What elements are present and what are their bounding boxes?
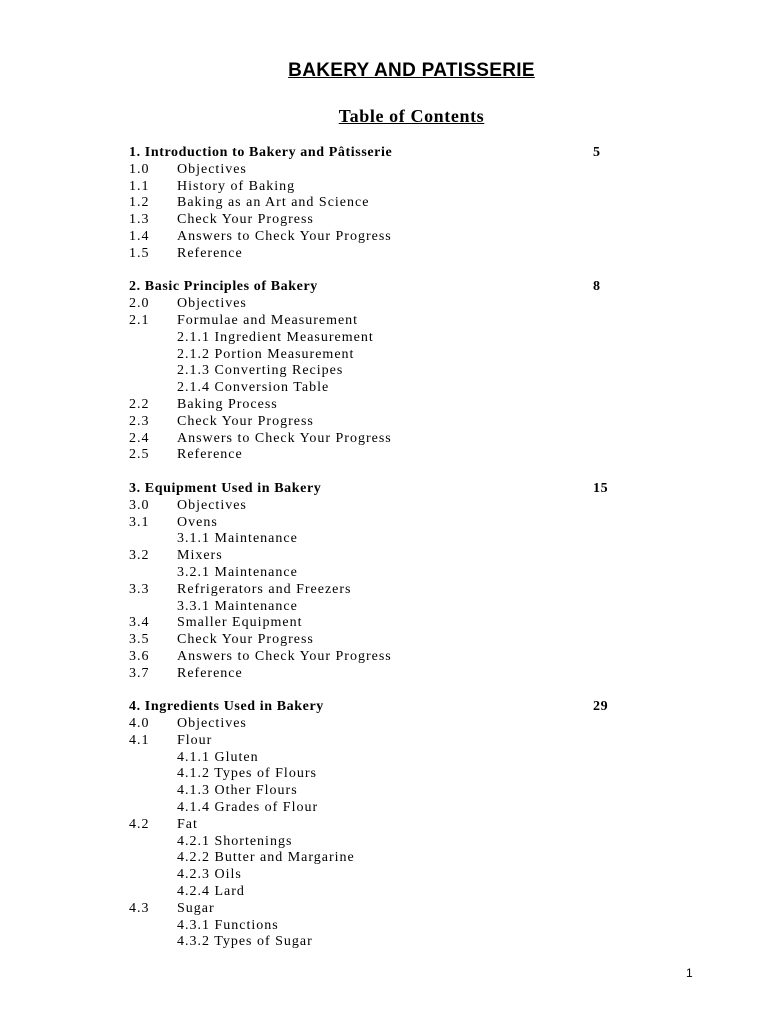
toc-entry <box>129 716 649 733</box>
chapter-page-number: 15 <box>593 480 609 496</box>
toc-entry-label: Ovens <box>177 514 218 530</box>
toc-subentry-label: 4.2.2 Butter and Margarine <box>177 850 355 866</box>
toc-entry <box>129 599 649 616</box>
toc-entry <box>129 850 649 867</box>
toc-chapter <box>129 279 649 464</box>
toc-entry <box>129 901 649 918</box>
toc-subentry-label: 4.2.1 Shortenings <box>177 833 293 849</box>
toc-entry-number: 2.2 <box>129 396 150 412</box>
toc-chapter <box>129 699 649 951</box>
toc-entry <box>129 766 649 783</box>
toc-subentry-label: 4.2.3 Oils <box>177 867 242 883</box>
toc-subentry-label: 2.1.4 Conversion Table <box>177 380 330 396</box>
toc-entry-number: 1.0 <box>129 161 150 177</box>
toc-entry-label: Answers to Check Your Progress <box>177 648 392 664</box>
toc-subentry-label: 4.2.4 Lard <box>177 884 245 900</box>
toc-subentry-label: 3.3.1 Maintenance <box>177 598 298 614</box>
toc-entry <box>129 212 649 229</box>
toc-entry-number: 4.0 <box>129 716 150 732</box>
toc-entry-number: 1.3 <box>129 212 150 228</box>
toc-entry-label: Refrigerators and Freezers <box>177 581 352 597</box>
toc-entry <box>129 884 649 901</box>
toc-entry <box>129 179 649 196</box>
toc-entry <box>129 733 649 750</box>
chapter-title: 2. Basic Principles of Bakery <box>129 279 318 295</box>
toc-entry <box>129 918 649 935</box>
toc-entry-label: Reference <box>177 665 243 681</box>
chapter-title: 4. Ingredients Used in Bakery <box>129 699 324 715</box>
toc-entry-label: Answers to Check Your Progress <box>177 228 392 244</box>
toc-entry-label: Answers to Check Your Progress <box>177 430 392 446</box>
toc-entry-number: 2.4 <box>129 430 150 446</box>
toc-entry <box>129 313 649 330</box>
toc-entry <box>129 431 649 448</box>
toc-entry-label: Baking Process <box>177 396 278 412</box>
toc-entry-number: 1.2 <box>129 195 150 211</box>
toc-chapter-heading <box>129 699 649 716</box>
toc-subentry-label: 4.1.4 Grades of Flour <box>177 800 319 816</box>
toc-entry <box>129 246 649 263</box>
toc-entry <box>129 649 649 666</box>
toc-entry <box>129 548 649 565</box>
toc-entry-label: Formulae and Measurement <box>177 312 359 328</box>
toc-entry <box>129 867 649 884</box>
toc-entry-label: Baking as an Art and Science <box>177 195 370 211</box>
toc-chapter-heading <box>129 145 649 162</box>
toc-entry-number: 2.1 <box>129 312 150 328</box>
toc-entry <box>129 347 649 364</box>
toc-subentry-label: 2.1.2 Portion Measurement <box>177 346 355 362</box>
toc-entry-number: 1.1 <box>129 178 150 194</box>
toc-entry <box>129 195 649 212</box>
toc-entry <box>129 414 649 431</box>
page-number: 1 <box>686 966 693 980</box>
toc-entry-label: Reference <box>177 245 243 261</box>
chapter-page-number: 29 <box>593 699 609 715</box>
toc-entry-number: 1.5 <box>129 245 150 261</box>
toc-entry <box>129 229 649 246</box>
toc-entry-number: 3.1 <box>129 514 150 530</box>
toc-entry <box>129 817 649 834</box>
toc-entry-label: Check Your Progress <box>177 632 314 648</box>
toc-entry-label: Objectives <box>177 716 247 732</box>
toc-entry-label: Objectives <box>177 497 247 513</box>
toc-entry <box>129 363 649 380</box>
toc-entry-label: Check Your Progress <box>177 212 314 228</box>
toc-entry <box>129 498 649 515</box>
toc-entry-number: 2.5 <box>129 447 150 463</box>
toc-entry-label: History of Baking <box>177 178 296 194</box>
toc-entry-number: 4.3 <box>129 900 150 916</box>
toc-subentry-label: 3.1.1 Maintenance <box>177 531 298 547</box>
toc-title: Table of Contents <box>338 106 485 126</box>
toc-subentry-label: 4.3.1 Functions <box>177 917 279 933</box>
toc-entry <box>129 800 649 817</box>
toc-entry <box>129 380 649 397</box>
toc-subentry-label: 4.3.2 Types of Sugar <box>177 934 313 950</box>
document-title: BAKERY AND PATISSERIE <box>288 60 535 81</box>
toc-entry <box>129 565 649 582</box>
toc-subentry-label: 4.1.2 Types of Flours <box>177 766 317 782</box>
toc-entry-number: 4.2 <box>129 816 150 832</box>
toc-entry <box>129 750 649 767</box>
toc-subentry-label: 3.2.1 Maintenance <box>177 564 298 580</box>
toc-entry-number: 3.6 <box>129 648 150 664</box>
toc-entry-label: Objectives <box>177 161 247 177</box>
chapter-page-number: 5 <box>593 145 601 160</box>
toc-entry-label: Mixers <box>177 548 223 564</box>
toc-entry <box>129 162 649 179</box>
toc-entry-number: 2.3 <box>129 413 150 429</box>
toc-entry <box>129 296 649 313</box>
chapter-title: 3. Equipment Used in Bakery <box>129 480 322 496</box>
toc-entry <box>129 615 649 632</box>
toc-entry <box>129 834 649 851</box>
chapter-title: 1. Introduction to Bakery and Pâtisserie <box>129 145 393 160</box>
toc-entry <box>129 330 649 347</box>
toc-entry <box>129 582 649 599</box>
toc-subentry-label: 2.1.3 Converting Recipes <box>177 363 344 379</box>
toc-entry <box>129 515 649 532</box>
toc-subentry-label: 2.1.1 Ingredient Measurement <box>177 329 374 345</box>
toc-subentry-label: 4.1.1 Gluten <box>177 749 259 765</box>
toc-entry-number: 3.4 <box>129 615 150 631</box>
toc-chapter <box>129 145 649 263</box>
toc-entry-number: 3.5 <box>129 632 150 648</box>
toc-entry-number: 1.4 <box>129 228 150 244</box>
toc-entry-label: Objectives <box>177 296 247 312</box>
toc-entry-label: Reference <box>177 447 243 463</box>
toc-entry <box>129 397 649 414</box>
toc-entry-label: Flour <box>177 732 213 748</box>
toc-chapter-heading <box>129 279 649 296</box>
toc-entry-label: Check Your Progress <box>177 413 314 429</box>
toc-entry-number: 4.1 <box>129 732 150 748</box>
toc-entry-number: 3.0 <box>129 497 150 513</box>
toc-entry <box>129 934 649 951</box>
toc-entry-number: 3.7 <box>129 665 150 681</box>
toc-entry <box>129 632 649 649</box>
toc-entry-label: Fat <box>177 816 198 832</box>
toc-entry <box>129 783 649 800</box>
toc-entry-number: 3.2 <box>129 548 150 564</box>
toc-entry <box>129 447 649 464</box>
toc-chapter-heading <box>129 481 649 498</box>
toc-entry <box>129 666 649 683</box>
toc-entry-number: 2.0 <box>129 296 150 312</box>
toc-entry-number: 3.3 <box>129 581 150 597</box>
toc-entry <box>129 531 649 548</box>
toc-chapter <box>129 481 649 683</box>
toc-entry-label: Sugar <box>177 900 215 916</box>
table-of-contents <box>129 145 649 968</box>
chapter-page-number: 8 <box>593 279 601 295</box>
toc-subentry-label: 4.1.3 Other Flours <box>177 783 298 799</box>
toc-entry-label: Smaller Equipment <box>177 615 303 631</box>
